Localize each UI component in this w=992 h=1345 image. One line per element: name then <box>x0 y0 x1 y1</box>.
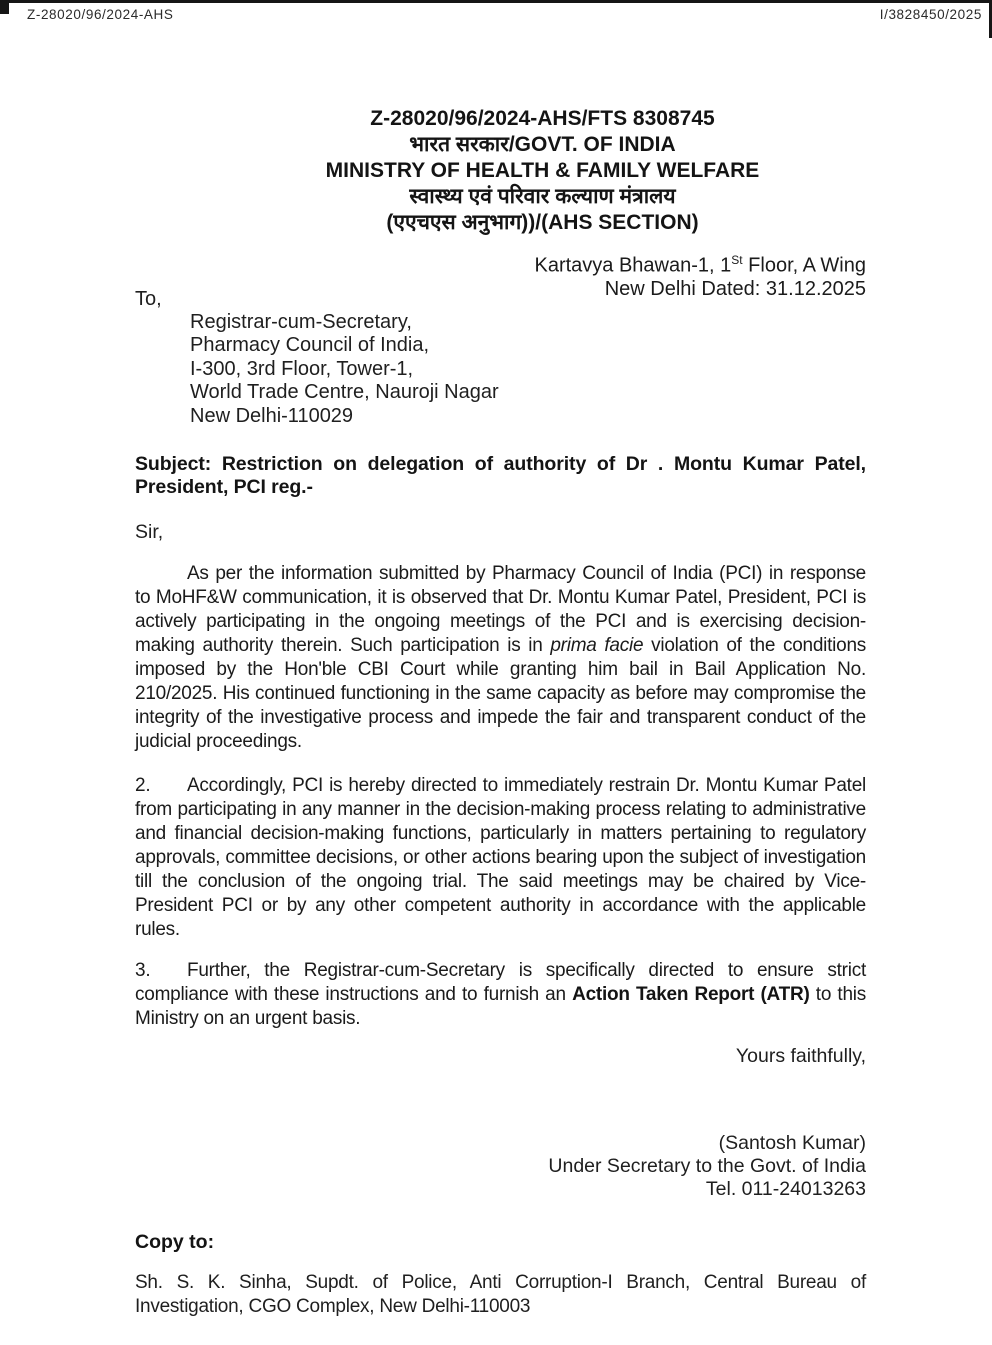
letterhead-section-line: (एएचएस अनुभाग))/(AHS SECTION) <box>386 211 699 234</box>
paragraph-1-text: violation of the conditions imposed by the Hon'ble CBI Court while granting him bail in Bail Application No. 210/2025. His continued functioning in the same capacity as before may compromise the integrity of the investigative process and impede the fair and transparent conduct of the judicial proceedings. <box>135 635 867 753</box>
signatory-phone: Tel. 011-24013263 <box>705 1178 866 1201</box>
subject-line: Subject: Restriction on delegation of authority of Dr . Montu Kumar Patel, President, PCI reg.- <box>135 453 866 499</box>
recipient-to-label: To, <box>135 287 162 310</box>
paragraph-1-italic-phrase: prima facie <box>550 635 644 657</box>
recipient-address-line: I-300, 3rd Floor, Tower-1, <box>190 357 414 380</box>
letterhead <box>135 106 866 236</box>
paragraph-1 <box>135 562 866 754</box>
recipient-address <box>190 311 866 429</box>
paragraph-2 <box>135 774 866 942</box>
paragraph-3-bold-phrase: Action Taken Report (ATR) <box>572 984 810 1006</box>
recipient-address-line: Pharmacy Council of India, <box>190 334 430 357</box>
letterhead-file-number: Z-28020/96/2024-AHS/FTS 8308745 <box>370 107 715 130</box>
file-reference-right: I/3828450/2025 <box>879 7 982 22</box>
file-reference-left: Z-28020/96/2024-AHS <box>27 7 174 22</box>
paragraph-2-number: 2. <box>135 775 151 797</box>
signature-block <box>135 1132 866 1201</box>
greeting: Sir, <box>135 521 164 544</box>
letterhead-ministry-name-hindi: स्वास्थ्य एवं परिवार कल्याण मंत्रालय <box>409 185 676 208</box>
date-line: New Delhi Dated: 31.12.2025 <box>604 277 866 300</box>
office-address-post: Floor, A Wing <box>742 254 866 277</box>
scan-edge-corner <box>0 0 9 14</box>
copy-to-heading: Copy to: <box>135 1231 215 1254</box>
paragraph-2-text: Accordingly, PCI is hereby directed to immediately restrain Dr. Montu Kumar Patel from participating in any manner in the decision-making process relating to administrative and financial decision-making functions, particularly in matters pertaining to regulatory approvals, committee decisions, or other actions bearing upon the subject of investigation till the conclusion of the ongoing trial. The said meetings may be chaired by Vice-President PCI or by any other competent authority in accordance with the applicable rules. <box>135 775 866 941</box>
signatory-designation: Under Secretary to the Govt. of India <box>548 1155 866 1178</box>
paragraph-3-text: to this Ministry on an urgent basis. <box>135 984 866 1030</box>
office-address-line <box>135 249 866 278</box>
valediction: Yours faithfully, <box>735 1045 866 1068</box>
recipient-address-line: Registrar-cum-Secretary, <box>190 310 412 333</box>
paragraph-3 <box>135 959 866 1031</box>
recipient-address-line: New Delhi-110029 <box>190 404 354 427</box>
letter-body <box>135 0 866 1319</box>
letterhead-ministry-name: MINISTRY OF HEALTH & FAMILY WELFARE <box>325 159 760 182</box>
paragraph-3-text: Further, the Registrar-cum-Secretary is specifically directed to ensure strict compliance with these instructions and to furnish an <box>135 960 866 1006</box>
office-address-pre: Kartavya Bhawan-1, 1 <box>534 254 732 277</box>
office-address-superscript: St <box>731 253 743 267</box>
paragraph-3-number: 3. <box>135 960 151 982</box>
signatory-name: (Santosh Kumar) <box>718 1132 866 1155</box>
letterhead-govt-of-india: भारत सरकार/GOVT. OF INDIA <box>409 133 676 156</box>
recipient-address-line: World Trade Centre, Nauroji Nagar <box>190 381 499 404</box>
paragraph-1-text: As per the information submitted by Pharmacy Council of India (PCI) in response to MoHF&W communication, it is observed that Dr. Montu Kumar Patel, President, PCI is actively participating in the ongoing meetings of the PCI and is exercising decision-making authority therein. Such participation is in <box>135 563 866 657</box>
copy-to-recipient: Sh. S. K. Sinha, Supdt. of Police, Anti Corruption-I Branch, Central Bureau of Investigation, CGO Complex, New Delhi-110003 <box>135 1272 866 1318</box>
